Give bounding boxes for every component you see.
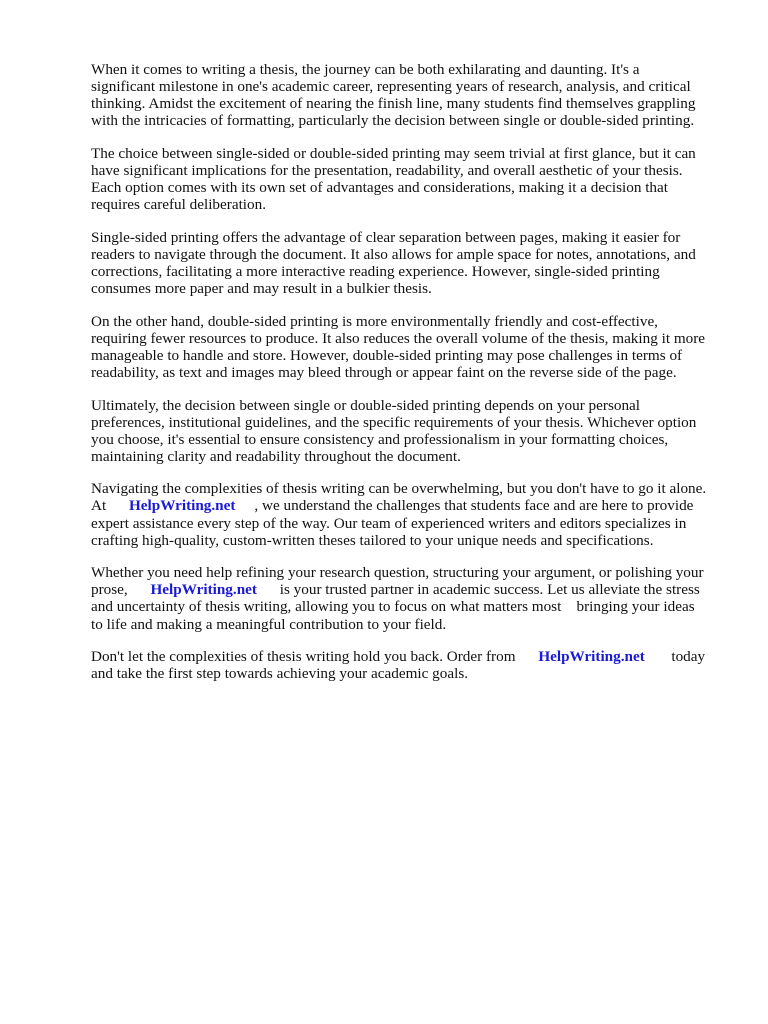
text-line: with the intricacies of formatting, particularly the decision between single or double-sided printing. — [91, 112, 695, 130]
text-segment: is your trusted partner in academic success. Let us alleviate the stress — [256, 581, 700, 599]
paragraph-6 — [91, 480, 727, 548]
text-segment: today — [644, 648, 706, 666]
text-line: preferences, institutional guidelines, and the specific requirements of your thesis. Whichever option — [91, 413, 697, 431]
text-line-with-link — [91, 648, 727, 665]
text-line: When it comes to writing a thesis, the journey can be both exhilarating and daunting. It's a — [91, 61, 640, 78]
helpwriting-link[interactable]: HelpWriting.net — [538, 648, 645, 666]
text-line: and take the first step towards achieving your academic goals. — [91, 665, 469, 683]
paragraph-1 — [91, 61, 727, 129]
text-line: The choice between single-sided or double-sided printing may seem trivial at first glance, but it can — [91, 144, 696, 162]
text-line-with-link — [91, 497, 727, 514]
text-line: manageable to handle and store. However, double-sided printing may pose challenges in terms of — [91, 346, 683, 364]
text-line: consumes more paper and may result in a bulkier thesis. — [91, 280, 432, 298]
paragraph-5 — [91, 397, 727, 465]
text-line: have significant implications for the presentation, readability, and overall aesthetic of your thesis. — [91, 161, 683, 179]
text-line: thinking. Amidst the excitement of nearing the finish line, many students find themselves grappling — [91, 95, 696, 113]
text-line: Ultimately, the decision between single or double-sided printing depends on your personal — [91, 396, 641, 414]
helpwriting-link[interactable]: HelpWriting.net — [150, 581, 257, 599]
text-line: readers to navigate through the document. It also allows for ample space for notes, annotations, and — [91, 245, 696, 263]
text-line: Single-sided printing offers the advantage of clear separation between pages, making it easier for — [91, 228, 681, 246]
text-line: crafting high-quality, custom-written theses tailored to your unique needs and specifications. — [91, 531, 654, 549]
text-line-with-link — [91, 581, 727, 598]
paragraph-8 — [91, 648, 727, 682]
text-line: corrections, facilitating a more interactive reading experience. However, single-sided printing — [91, 262, 660, 280]
text-line: significant milestone in one's academic career, representing years of research, analysis, and critical — [91, 78, 691, 96]
text-segment: prose, — [91, 581, 151, 599]
text-line: requires careful deliberation. — [91, 196, 266, 214]
text-line: and uncertainty of thesis writing, allowing you to focus on what matters most bringing your ideas — [91, 598, 695, 616]
text-segment: At — [91, 497, 129, 515]
text-line: maintaining clarity and readability throughout the document. — [91, 447, 461, 465]
text-line: Navigating the complexities of thesis writing can be overwhelming, but you don't have to go it alone. — [91, 480, 707, 498]
text-line: Each option comes with its own set of advantages and considerations, making it a decision that — [91, 179, 668, 197]
paragraph-7 — [91, 564, 727, 632]
paragraph-3 — [91, 229, 727, 297]
text-segment: , we understand the challenges that students face and are here to provide — [235, 497, 694, 515]
text-line: requiring fewer resources to produce. It also reduces the overall volume of the thesis, making it more — [91, 329, 706, 347]
text-segment: Don't let the complexities of thesis writing hold you back. Order from — [91, 648, 539, 666]
text-line: expert assistance every step of the way. Our team of experienced writers and editors specializes in — [91, 514, 687, 532]
text-line: Whether you need help refining your research question, structuring your argument, or polishing your — [91, 564, 704, 582]
text-line: readability, as text and images may bleed through or appear faint on the reverse side of the page. — [91, 363, 677, 381]
document-body — [91, 61, 727, 698]
helpwriting-link[interactable]: HelpWriting.net — [128, 497, 236, 515]
text-line: On the other hand, double-sided printing is more environmentally friendly and cost-effective, — [91, 312, 658, 330]
paragraph-4 — [91, 313, 727, 381]
text-line: to life and making a meaningful contribution to your field. — [91, 615, 447, 633]
paragraph-2 — [91, 145, 727, 213]
text-line: you choose, it's essential to ensure consistency and professionalism in your formatting choices, — [91, 430, 669, 448]
